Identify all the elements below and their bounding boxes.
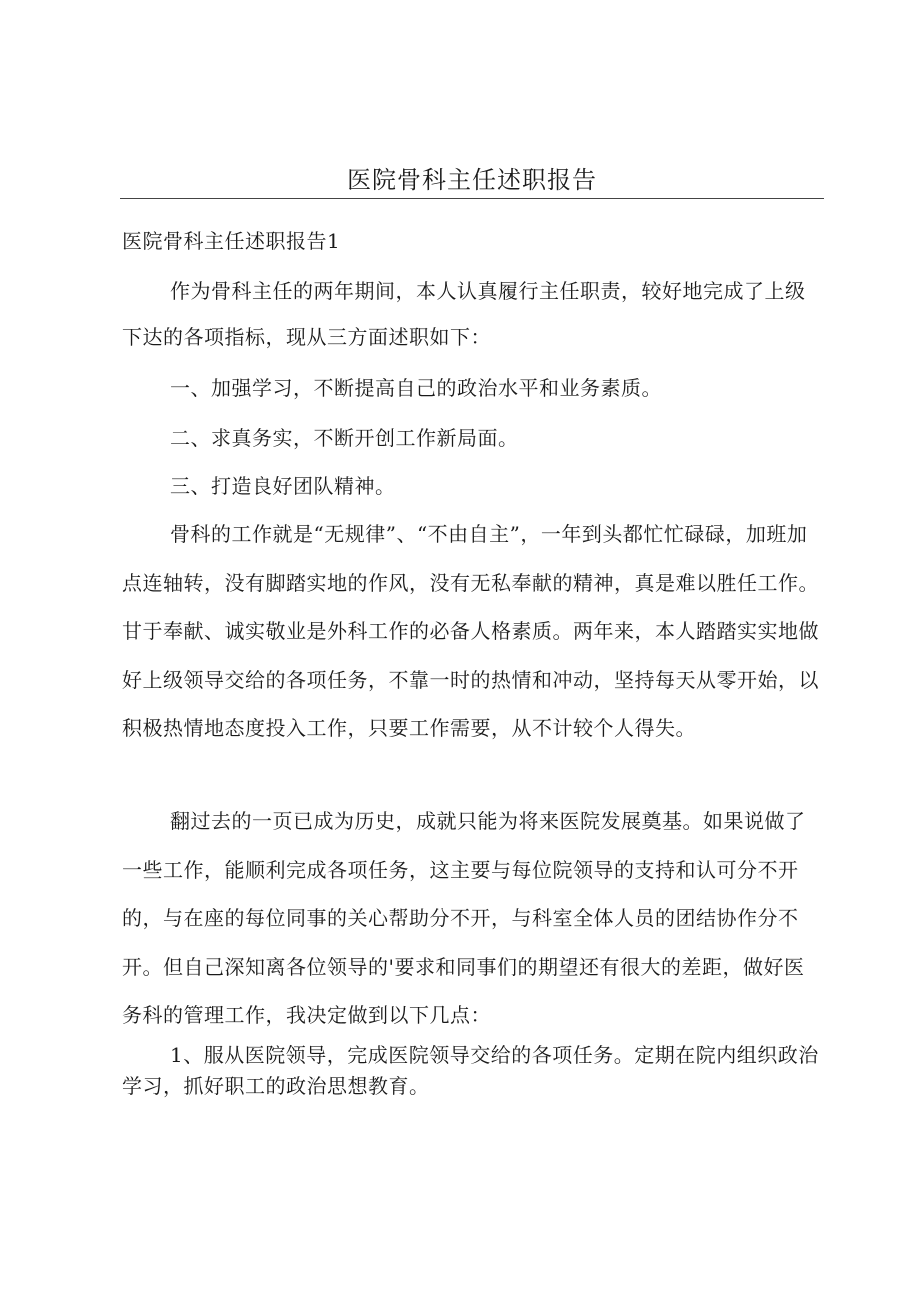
title-divider xyxy=(120,198,824,199)
section-heading: 医院骨科主任述职报告1 xyxy=(122,229,341,253)
paragraph-point-2: 二、求真务实，不断开创工作新局面。 xyxy=(170,426,519,450)
paragraph-intro: 作为骨科主任的两年期间，本人认真履行主任职责，较好地完成了上级下达的各项指标，现从三方面述职如下： xyxy=(122,279,806,349)
document-title: 医院骨科主任述职报告 xyxy=(347,166,597,194)
paragraph-work-attitude: 骨科的工作就是“无规律”、“不由自主”，一年到头都忙忙碌碌，加班加点连轴转，没有脚踏实地的作风，没有无私奉献的精神，真是难以胜任工作。甘于奉献、诚实敬业是外科工作的必备人格素质。两年来，本人踏踏实实地做好上级领导交给的各项任务，不靠一时的热情和冲动，坚持每天从零开始，以积极热情地态度投入工作，只要工作需要，从不计较个人得失。 xyxy=(122,522,819,741)
paragraph-point-3: 三、打造良好团队精神。 xyxy=(170,474,396,498)
paragraph-item-1: 1、服从医院领导，完成医院领导交给的各项任务。定期在院内组织政治学习，抓好职工的政治思想教育。 xyxy=(122,1043,819,1098)
paragraph-point-1: 一、加强学习，不断提高自己的政治水平和业务素质。 xyxy=(170,376,662,400)
paragraph-reflection: 翻过去的一页已成为历史，成就只能为将来医院发展奠基。如果说做了一些工作，能顺利完成各项任务，这主要与每位院领导的支持和认可分不开的，与在座的每位同事的关心帮助分不开，与科室全体人员的团结协作分不开。但自己深知离各位领导的'要求和同事们的期望还有很大的差距，做好医务科的管理工作，我决定做到以下几点： xyxy=(122,809,806,1028)
